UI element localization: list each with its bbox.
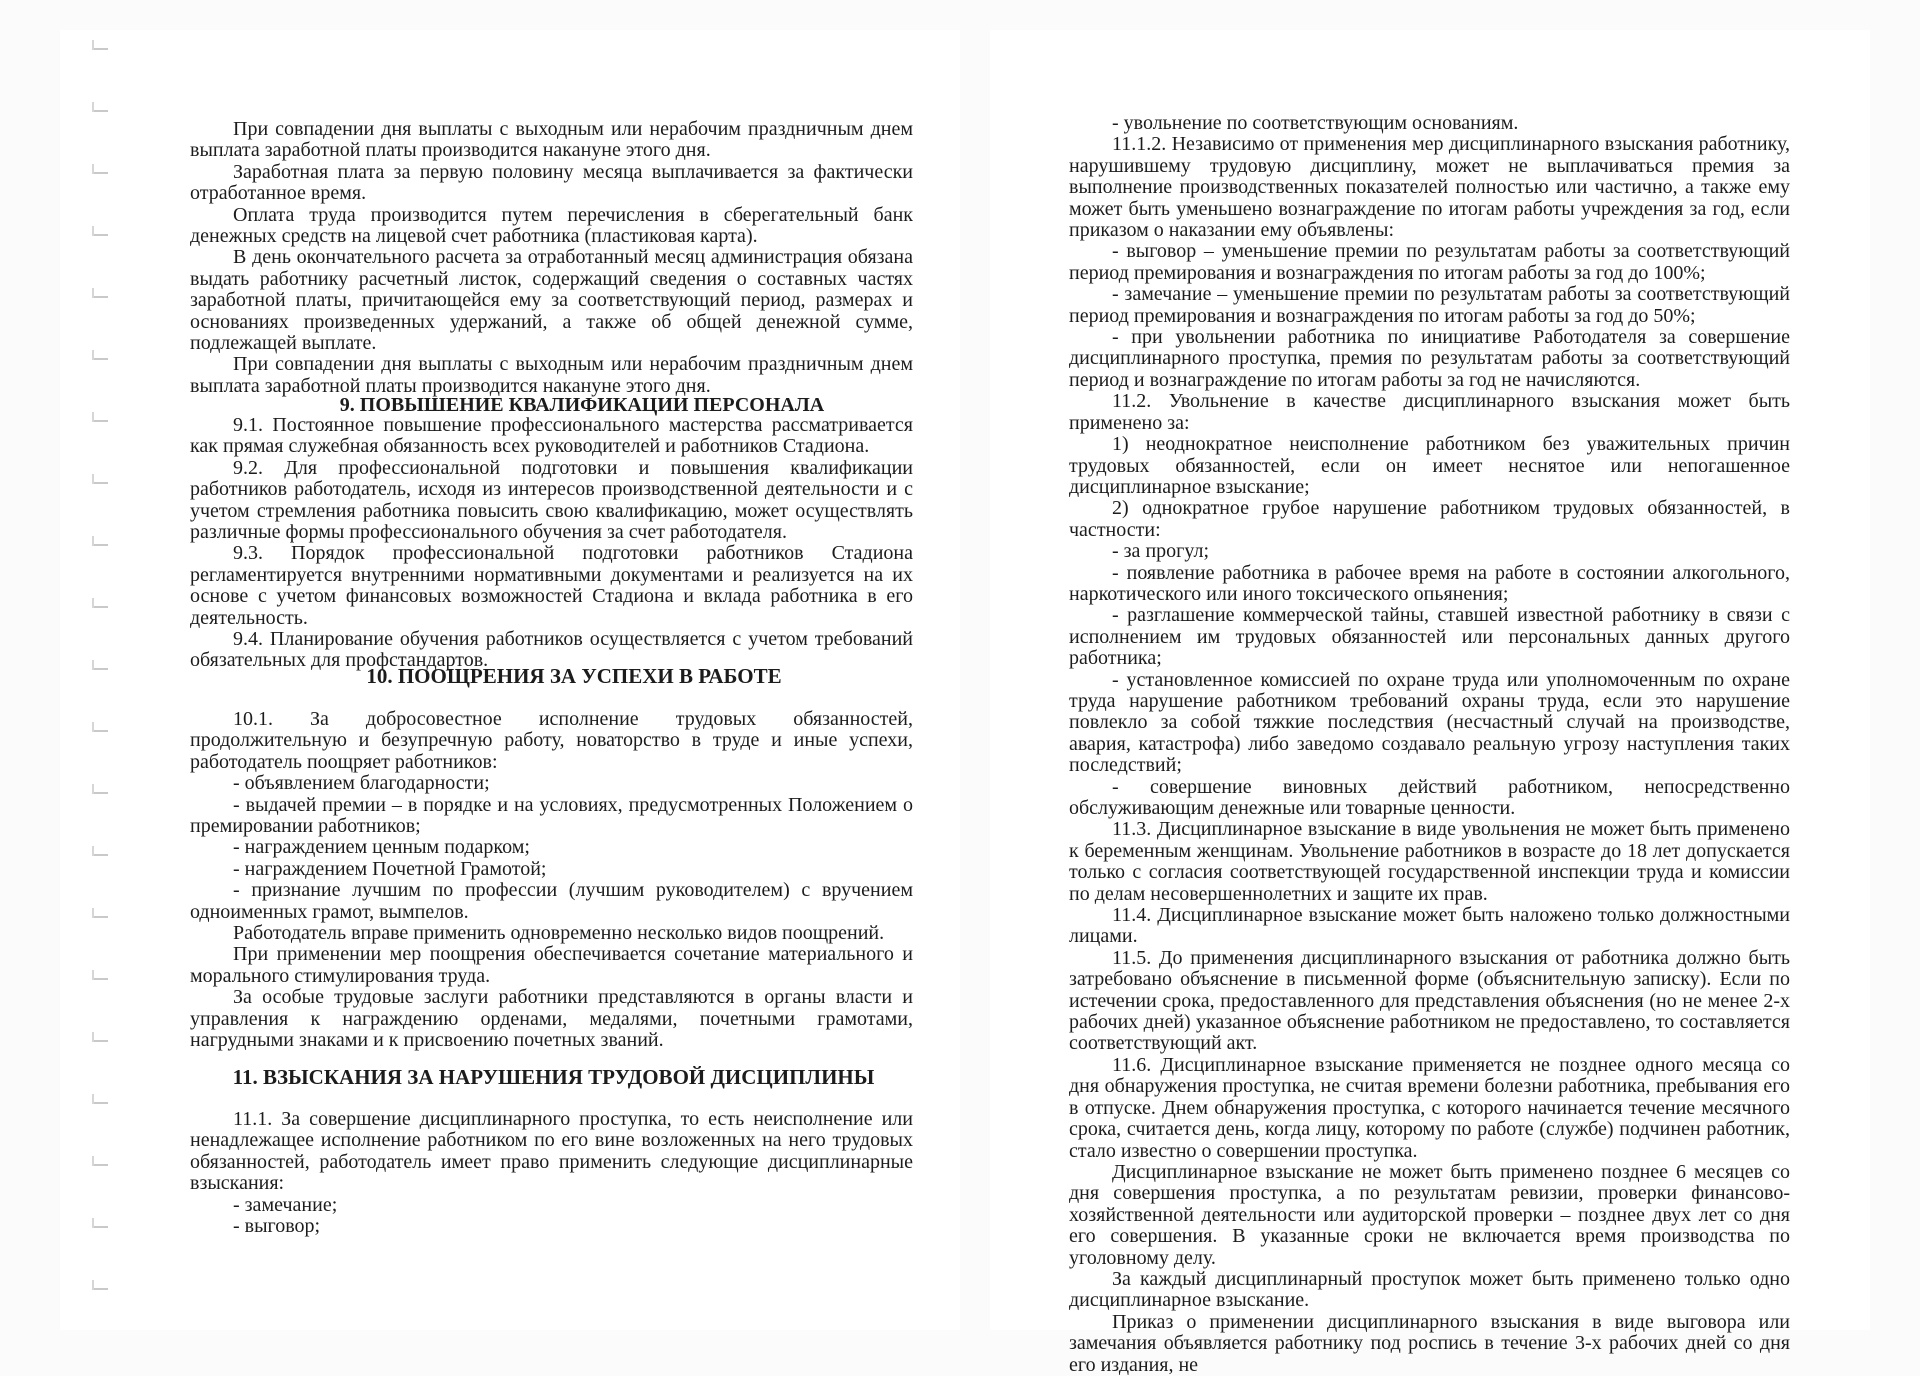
paragraph: 11.1.2. Независимо от применения мер дисциплинарного взыскания работнику, нарушившему трудовую дисциплину, может не выплачиваться премия за выполнение производственных показателей полностью или частично, а также ему может быть уменьшено вознаграждение по итогам работы учреждения за год, если приказом о наказании ему объявлены: <box>1069 133 1790 242</box>
binding-hole-mark <box>92 358 108 360</box>
paragraph: - выдачей премии – в порядке и на условиях, предусмотренных Положением о премировании работников; <box>190 793 913 838</box>
right-page-body <box>1069 113 1790 1376</box>
binding-hole-mark <box>92 792 108 794</box>
binding-hole-mark <box>92 916 108 918</box>
paragraph: - награждением Почетной Грамотой; <box>233 857 547 880</box>
paragraph: 11.6. Дисциплинарное взыскание применяется не позднее одного месяца со дня обнаружения проступка, не считая времени болезни работника, пребывания его в отпуске. Днем обнаружения проступка, с которого начинается течение месячного срока, считается день, когда лицу, которому по работе (службе) подчинен работник, стало известно о совершении проступка. <box>1069 1053 1790 1162</box>
binding-hole-mark <box>92 730 108 732</box>
paragraph: 9.2. Для профессиональной подготовки и повышения квалификации работников работодатель, исходя из интересов производственной деятельности и с учетом стремления работника повысить свою квалификацию, может осуществлять различные формы профессионального обучения за счет работодателя. <box>190 456 913 544</box>
section-9-body <box>190 415 913 672</box>
intro-paragraphs <box>190 119 913 397</box>
paragraph: - совершение виновных действий работником, непосредственно обслуживающим денежные или товарные ценности. <box>1069 775 1790 819</box>
binding-hole-mark <box>92 296 108 298</box>
binding-hole-mark <box>92 110 108 112</box>
paragraph: - появление работника в рабочее время на работе в состоянии алкогольного, наркотического или иного токсического опьянения; <box>1069 561 1790 605</box>
paragraph: 9.4. Планирование обучения работников осуществляется с учетом требований обязательных для профстандартов. <box>190 628 913 672</box>
paragraph: - разглашение коммерческой тайны, ставшей известной работнику в связи с исполнением им трудовых обязанностей или персональных данных другого работника; <box>1069 604 1790 670</box>
binding-hole-mark <box>92 978 108 980</box>
binding-hole-mark <box>92 854 108 856</box>
binding-hole-mark <box>92 1102 108 1104</box>
paragraph: - выговор; <box>233 1215 321 1238</box>
paragraph: За каждый дисциплинарный проступок может быть применено только одно дисциплинарное взыскание. <box>1069 1267 1790 1312</box>
paragraph: При совпадении дня выплаты с выходным или нерабочим праздничным днем выплата заработной платы производится накануне этого дня. <box>190 353 913 397</box>
binding-hole-mark <box>92 482 108 484</box>
paragraph: - за прогул; <box>1112 540 1210 563</box>
paragraph: - замечание – уменьшение премии по результатам работы за соответствующий период премирования и вознаграждения по итогам работы за год до 50%; <box>1069 283 1790 327</box>
paragraph: При совпадении дня выплаты с выходным или нерабочим праздничным днем выплата заработной платы производится накануне этого дня. <box>190 118 913 162</box>
paragraph: - установленное комиссией по охране труда или уполномоченным по охране труда нарушение работником требований охраны труда, если это нарушение повлекло за собой тяжкие последствия (несчастный случай на производстве, авария, катастрофа) либо заведомо создавало реальную угрозу наступления таких последствий; <box>1069 668 1790 777</box>
binding-hole-mark <box>92 420 108 422</box>
paragraph: - увольнение по соответствующим основаниям. <box>1112 112 1519 134</box>
paragraph: Заработная плата за первую половину месяца выплачивается за фактически отработанное время. <box>190 160 913 205</box>
paragraph: 9.3. Порядок профессиональной подготовки работников Стадиона регламентируется внутренними нормативными документами и реализуется на их основе с учетом финансовых возможностей Стадиона и вклада работника в его деятельность. <box>190 542 913 629</box>
paragraph: Приказ о применении дисциплинарного взыскания в виде выговора или замечания объявляется работнику под роспись в течение 3-х рабочих дней со дня его издания, не <box>1069 1310 1790 1376</box>
binding-hole-mark <box>92 1164 108 1166</box>
paragraph: Работодатель вправе применить одновременно несколько видов поощрений. <box>233 922 885 945</box>
paragraph: - замечание; <box>233 1193 338 1216</box>
paragraph: - награждением ценным подарком; <box>233 836 530 859</box>
paragraph: В день окончательного расчета за отработанный месяц администрация обязана выдать работнику расчетный листок, содержащий сведения о составных частях заработной платы, причитающейся ему за соответствующий период, размерах и основаниях произведенных удержаний, а также об общей денежной сумме, подлежащей выплате. <box>190 246 913 355</box>
paragraph: 11.5. До применения дисциплинарного взыскания от работника должно быть затребовано объяснение в письменной форме (объяснительную записку). Если по истечении срока, предоставленного для представления объяснения (но не менее 2-х рабочих дней) указанное объяснение работником не предоставлено, то составляется соответствующий акт. <box>1069 946 1790 1055</box>
paragraph: При применении мер поощрения обеспечивается сочетание материального и морального стимулирования труда. <box>190 943 913 987</box>
paragraph: - выговор – уменьшение премии по результатам работы за соответствующий период премирования и вознаграждения по итогам работы за год до 100%; <box>1069 240 1790 284</box>
paragraph: 1) неоднократное неисполнение работником без уважительных причин трудовых обязанностей, если он имеет неснятое или непогашенное дисциплинарное взыскание; <box>1069 433 1790 498</box>
paragraph: 2) однократное грубое нарушение работником трудовых обязанностей, в частности: <box>1069 497 1790 541</box>
binding-hole-mark <box>92 234 108 236</box>
section-11-heading: 11. ВЗЫСКАНИЯ ЗА НАРУШЕНИЯ ТРУДОВОЙ ДИСЦИПЛИНЫ <box>232 1065 875 1089</box>
paragraph: 10.1. За добросовестное исполнение трудовых обязанностей, продолжительную и безупречную работу, новаторство в труде и иные успехи, работодатель поощряет работников: <box>190 708 913 773</box>
paragraph: 9.1. Постоянное повышение профессионального мастерства рассматривается как прямая служебная обязанность всех руководителей и работников Стадиона. <box>190 414 913 458</box>
section-10-heading: 10. ПООЩРЕНИЯ ЗА УСПЕХИ В РАБОТЕ <box>366 664 782 688</box>
paragraph: 11.4. Дисциплинарное взыскание может быть наложено только должностными лицами. <box>1069 904 1790 948</box>
paragraph: 11.1. За совершение дисциплинарного проступка, то есть неисполнение или ненадлежащее исполнение работником по его вине возложенных на него трудовых обязанностей, работодатель имеет право применить следующие дисциплинарные взыскания: <box>190 1108 913 1195</box>
paragraph: - при увольнении работника по инициативе Работодателя за совершение дисциплинарного проступка, премия по результатам работы за соответствующий период и вознаграждение по итогам работы за год не начисляются. <box>1069 326 1790 391</box>
section-11-body <box>190 1109 913 1237</box>
binding-hole-mark <box>92 48 108 50</box>
binding-hole-mark <box>92 668 108 670</box>
binding-hole-mark <box>92 1040 108 1042</box>
paragraph: За особые трудовые заслуги работники представляются в органы власти и управления к награждению орденами, медалями, почетными грамотами, нагрудными знаками и к присвоению почетных званий. <box>190 986 913 1052</box>
section-10-body <box>190 709 913 1052</box>
paragraph: - признание лучшим по профессии (лучшим руководителем) с вручением одноименных грамот, вымпелов. <box>190 879 913 923</box>
paragraph: 11.3. Дисциплинарное взыскание в виде увольнения не может быть применено к беременным женщинам. Увольнение работников в возрасте до 18 лет допускается только с согласия соответствующей государственной инспекции труда и комиссии по делам несовершеннолетних и защите их прав. <box>1069 818 1790 905</box>
binding-hole-mark <box>92 606 108 608</box>
binding-hole-mark <box>92 1288 108 1290</box>
binding-hole-mark <box>92 544 108 546</box>
paragraph: Дисциплинарное взыскание не может быть применено позднее 6 месяцев со дня совершения проступка, а по результатам ревизии, проверки финансово-хозяйственной деятельности или аудиторской проверки – позднее двух лет со дня его совершения. В указанные сроки не включается время производства по уголовному делу. <box>1069 1160 1790 1269</box>
paragraph: - объявлением благодарности; <box>233 772 490 795</box>
binding-hole-mark <box>92 1226 108 1228</box>
section-9-heading: 9. ПОВЫШЕНИЕ КВАЛИФИКАЦИИ ПЕРСОНАЛА <box>339 394 825 416</box>
paragraph: Оплата труда производится путем перечисления в сберегательный банк денежных средств на лицевой счет работника (пластиковая карта). <box>190 203 913 248</box>
binding-hole-mark <box>92 172 108 174</box>
paragraph: 11.2. Увольнение в качестве дисциплинарного взыскания может быть применено за: <box>1069 390 1790 434</box>
